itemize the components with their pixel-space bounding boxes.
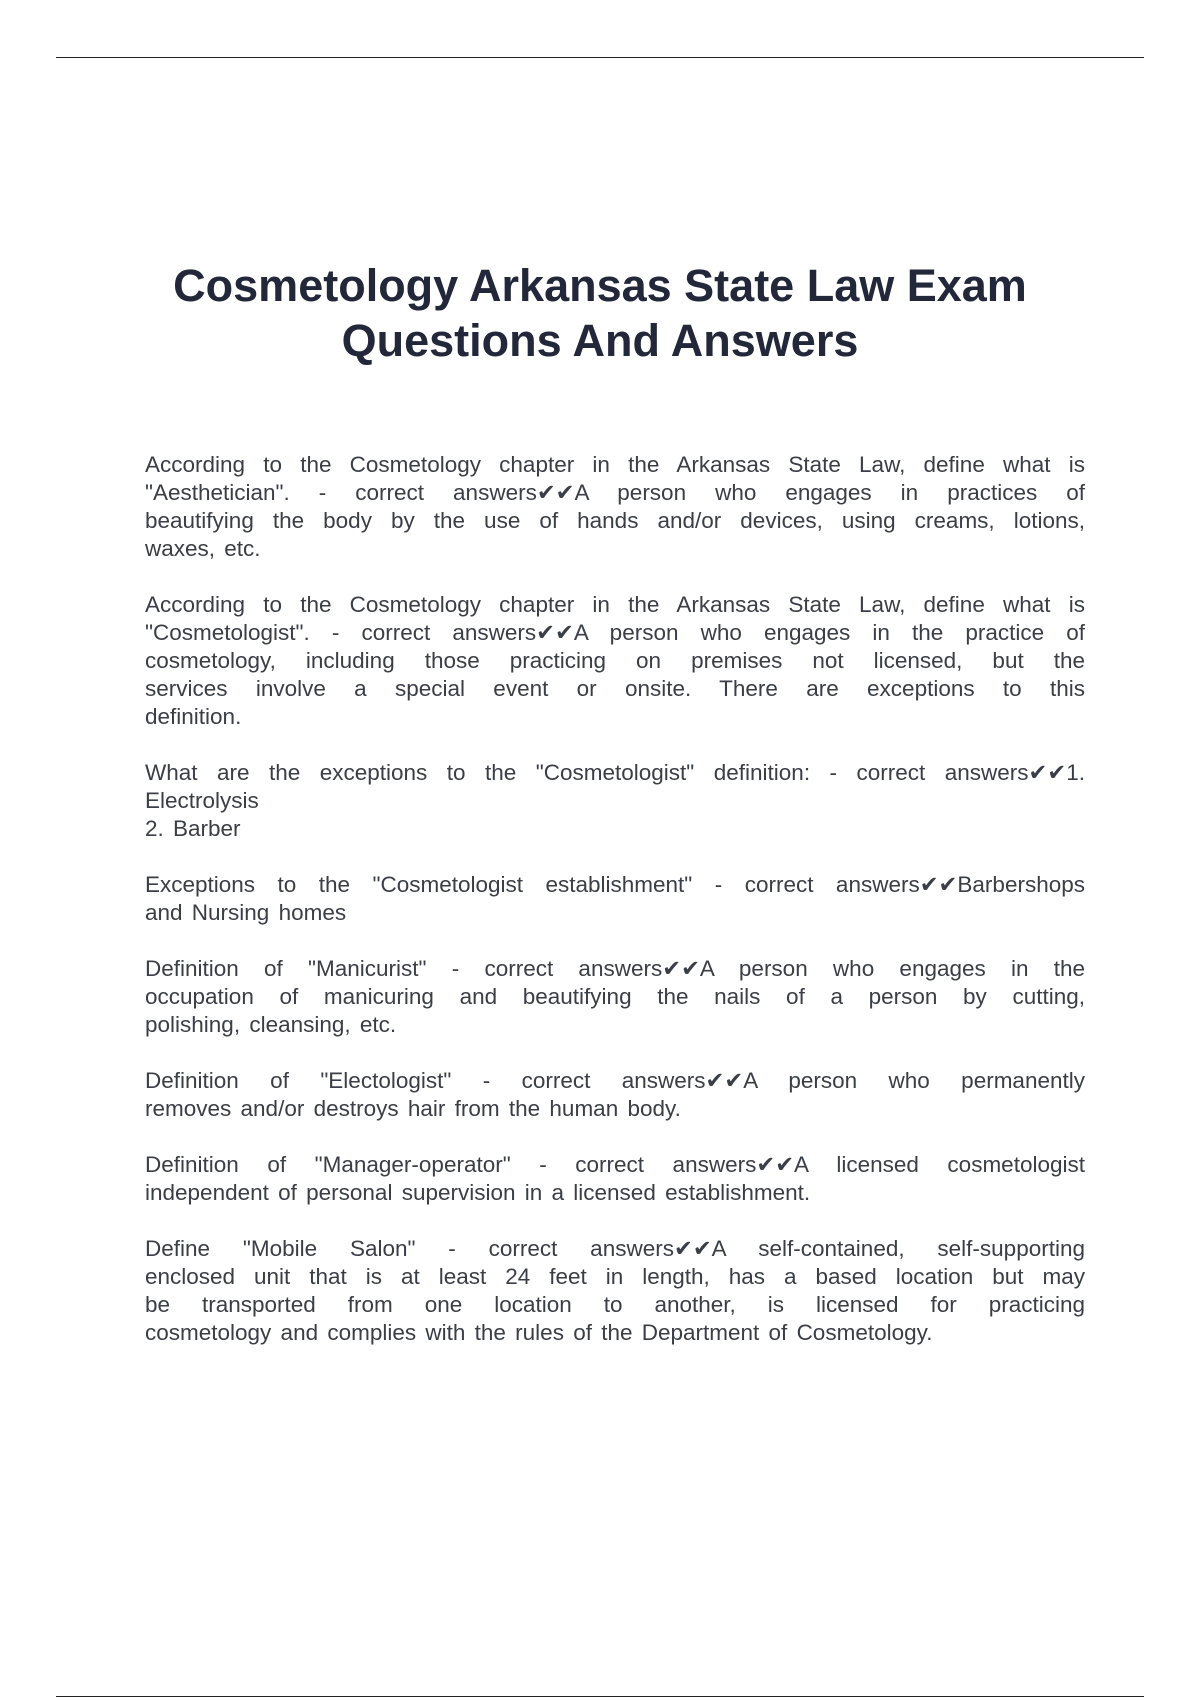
qa-item: [145, 759, 1085, 843]
qa-question-line: According to the Cosmetology chapter in the Arkansas State Law, define what is: [145, 592, 1085, 617]
qa-item: [145, 955, 1085, 1039]
qa-answer-line: be transported from one location to another, is licensed for practicing: [145, 1292, 1085, 1317]
qa-answer-line: cosmetology, including those practicing on premises not licensed, but the: [145, 648, 1085, 673]
qa-answer-line: "Aesthetician". - correct answers✔✔A person who engages in practices of: [145, 480, 1085, 505]
qa-answer-line: beautifying the body by the use of hands and/or devices, using creams, lotions,: [145, 508, 1085, 533]
qa-question-line: Definition of "Electologist" - correct answers✔✔A person who permanently: [145, 1068, 1085, 1093]
qa-answer-line: definition.: [145, 704, 242, 729]
qa-question-line: Definition of "Manicurist" - correct answers✔✔A person who engages in the: [145, 956, 1085, 981]
qa-answer-line: occupation of manicuring and beautifying the nails of a person by cutting,: [145, 984, 1085, 1009]
qa-answer-line: and Nursing homes: [145, 900, 347, 925]
qa-answer-line: 2. Barber: [145, 816, 241, 841]
title-line-1: Cosmetology Arkansas State Law Exam: [173, 260, 1027, 311]
qa-question-line: Define "Mobile Salon" - correct answers✔✔A self-contained, self-supporting: [145, 1236, 1085, 1261]
top-rule: [56, 57, 1144, 58]
qa-item: [145, 1067, 1085, 1123]
qa-item: [145, 1151, 1085, 1207]
qa-answer-line: enclosed unit that is at least 24 feet in length, has a based location but may: [145, 1264, 1085, 1289]
qa-answer-line: waxes, etc.: [145, 536, 261, 561]
qa-question-line: Exceptions to the "Cosmetologist establishment" - correct answers✔✔Barbershops: [145, 872, 1085, 897]
qa-answer-line: removes and/or destroys hair from the human body.: [145, 1096, 681, 1121]
qa-answer-line: services involve a special event or onsite. There are exceptions to this: [145, 676, 1085, 701]
qa-answer-line: Electrolysis: [145, 788, 259, 813]
bottom-rule: [56, 1696, 1144, 1697]
qa-question-line: Definition of "Manager-operator" - correct answers✔✔A licensed cosmetologist: [145, 1152, 1085, 1177]
qa-item: [145, 451, 1085, 563]
document-title: [100, 258, 1100, 368]
qa-item: [145, 1235, 1085, 1347]
qa-answer-line: "Cosmetologist". - correct answers✔✔A person who engages in the practice of: [145, 620, 1085, 645]
qa-item: [145, 591, 1085, 731]
title-line-2: Questions And Answers: [341, 315, 859, 366]
qa-list: [145, 451, 1085, 1375]
qa-answer-line: polishing, cleansing, etc.: [145, 1012, 397, 1037]
qa-item: [145, 871, 1085, 927]
qa-question-line: According to the Cosmetology chapter in the Arkansas State Law, define what is: [145, 452, 1085, 477]
qa-question-line: What are the exceptions to the "Cosmetologist" definition: - correct answers✔✔1.: [145, 760, 1085, 785]
qa-answer-line: independent of personal supervision in a licensed establishment.: [145, 1180, 811, 1205]
qa-answer-line: cosmetology and complies with the rules of the Department of Cosmetology.: [145, 1320, 933, 1345]
